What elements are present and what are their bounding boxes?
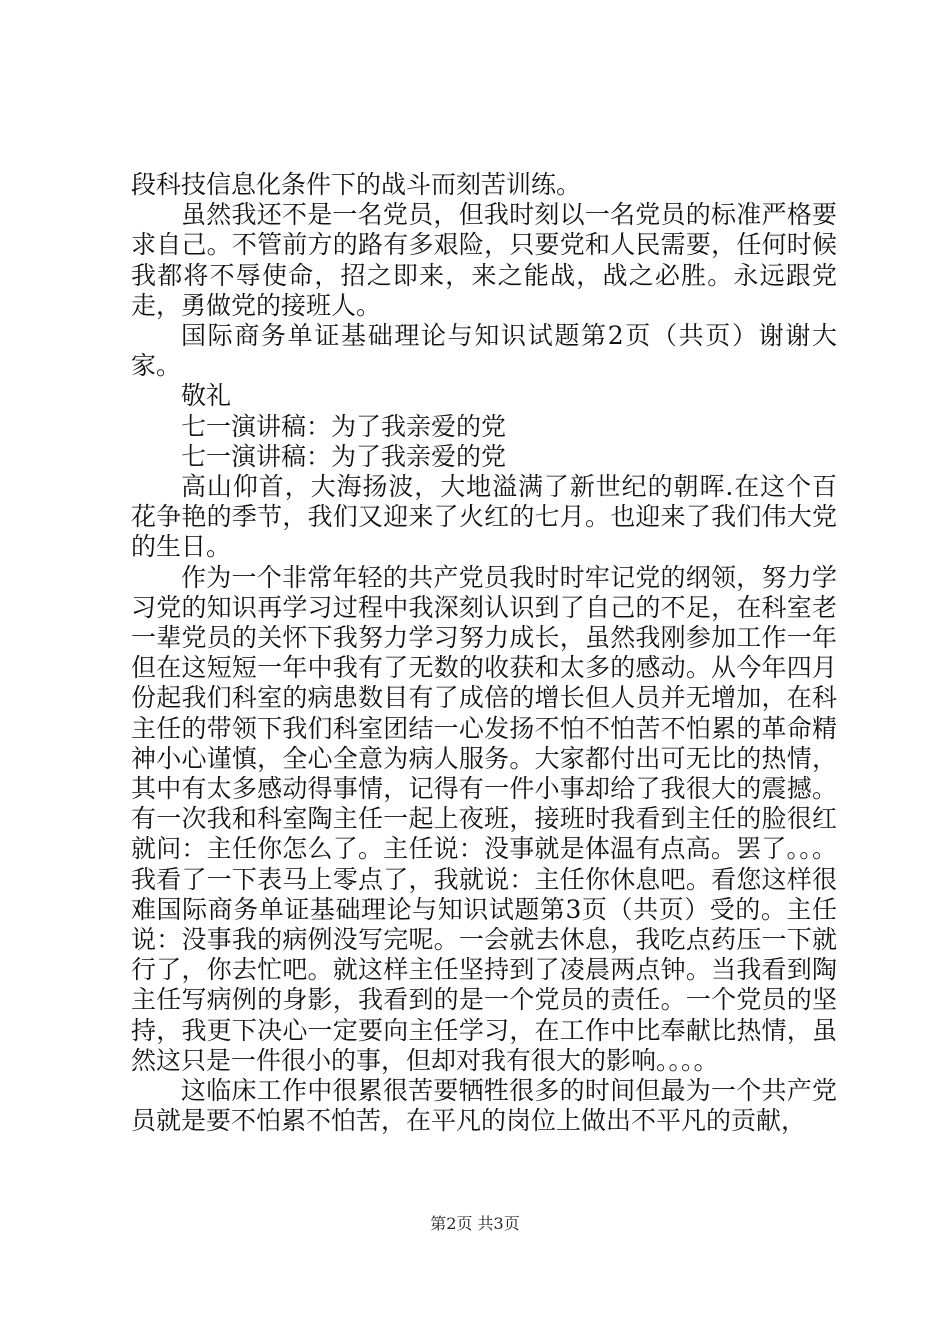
paragraph-story: 作为一个非常年轻的共产党员我时时牢记党的纲领，努力学习党的知识再学习过程中我深刻认识到了自己的不足，在科室老一辈党员的关怀下我努力学习努力成长，虽然我刚参加工作一年但在这短短一年中我有了无数的收获和太多的感动。从今年四月份起我们科室的病患数目有了成倍的增长但人员并无增加，在科主任的带领下我们科室团结一心发扬不怕不怕苦不怕累的革命精神小心谨慎，全心全意为病人服务。大家都付出可无比的热情，其中有太多感动得事情，记得有一件小事却给了我很大的震撼。有一次我和科室陶主任一起上夜班，接班时我看到主任的脸很红就问：主任你怎么了。主任说：没事就是体温有点高。罢了。。。我看了一下表马上零点了，我就说：主任你休息吧。看您这样很难国际商务单证基础理论与知识试题第3页（共页）受的。主任说：没事我的病例没写完呢。一会就去休息，我吃点药压一下就行了，你去忙吧。就这样主任坚持到了凌晨两点钟。当我看到陶主任写病例的身影，我看到的是一个党员的责任。一个党员的坚持，我更下决心一定要向主任学习，在工作中比奉献比热情，虽然这只是一件很小的事，但却对我有很大的影响。。。。 bbox=[131, 562, 837, 1075]
page-number-footer: 第2页 共3页 bbox=[430, 1214, 520, 1233]
speech-title-repeat: 七一演讲稿：为了我亲爱的党 bbox=[181, 441, 507, 471]
paragraph-continuation: 段科技信息化条件下的战斗而刻苦训练。 bbox=[131, 170, 582, 199]
document-body bbox=[131, 170, 837, 1137]
speech-title: 七一演讲稿：为了我亲爱的党 bbox=[181, 411, 507, 441]
paragraph-closing: 这临床工作中很累很苦要牺牲很多的时间但最为一个共产党员就是要不怕累不怕苦，在平凡的岗位上做出不平凡的贡献， bbox=[131, 1076, 837, 1136]
paragraph-party-standard: 虽然我还不是一名党员，但我时刻以一名党员的标准严格要求自己。不管前方的路有多艰险，只要党和人民需要，任何时候我都将不辱使命，招之即来，来之能战，战之必胜。永远跟党走，勇做党的接班人。 bbox=[131, 200, 837, 320]
paragraph-thanks: 国际商务单证基础理论与知识试题第2页（共页）谢谢大家。 bbox=[131, 321, 837, 381]
paragraph-opening: 高山仰首，大海扬波，大地溢满了新世纪的朝晖.在这个百花争艳的季节，我们又迎来了火红的七月。也迎来了我们伟大党的生日。 bbox=[131, 472, 837, 562]
paragraph-salute: 敬礼 bbox=[181, 381, 232, 411]
